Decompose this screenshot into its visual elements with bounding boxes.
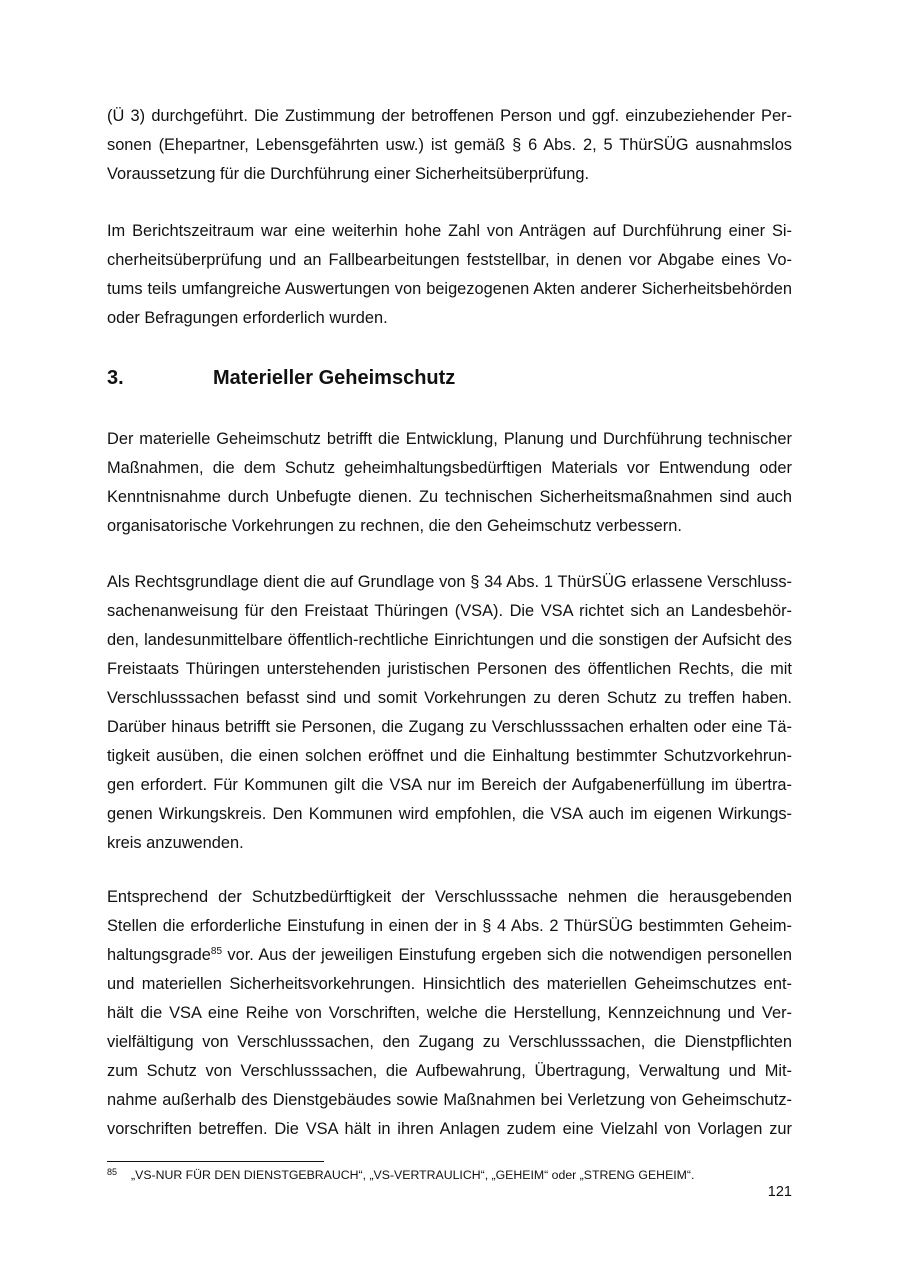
paragraph-2 [107,217,792,333]
text-line: zum Schutz von Verschlusssachen, die Aufbewahrung, Übertragung, Verwaltung und Mit- [107,1062,792,1080]
text-line: Maßnahmen, die dem Schutz geheimhaltungsbedürftigen Materials vor Entwendung oder [107,459,792,477]
text-line: Voraussetzung für die Durchführung einer Sicherheitsüberprüfung. [107,165,589,183]
footnote [107,1166,694,1184]
text-line: kreis anzuwenden. [107,834,244,852]
section-number: 3. [107,367,124,389]
text-line: und materiellen Sicherheitsvorkehrungen. Hinsichtlich des materiellen Geheimschutzes ent- [107,975,792,993]
paragraph-5 [107,883,792,1144]
text-fragment: haltungsgrade [107,946,211,964]
text-line: sonen (Ehepartner, Lebensgefährten usw.) ist gemäß § 6 Abs. 2, 5 ThürSÜG ausnahmslos [107,136,792,154]
text-line: vorschriften betreffen. Die VSA hält in ihren Anlagen zudem eine Vielzahl von Vorlagen zur [107,1120,792,1138]
text-line: den, landesunmittelbare öffentlich-rechtliche Einrichtungen und die sonstigen der Aufsicht des [107,631,792,649]
paragraph-3 [107,425,792,541]
text-line: Der materielle Geheimschutz betrifft die Entwicklung, Planung und Durchführung technischer [107,430,792,448]
text-line: oder Befragungen erforderlich wurden. [107,309,388,327]
text-line: organisatorische Vorkehrungen zu rechnen, die den Geheimschutz verbessern. [107,517,682,535]
footnote-reference[interactable]: 85 [210,946,223,957]
text-line: Freistaats Thüringen unterstehenden juristischen Personen des öffentlichen Rechts, die mit [107,660,792,678]
text-line: Verschlusssachen befasst sind und somit Vorkehrungen zu deren Schutz zu treffen haben. [107,689,792,707]
footnote-mark: 85 [107,1167,118,1177]
text-line: vielfältigung von Verschlusssachen, den Zugang zu Verschlusssachen, die Dienstpflichten [107,1033,792,1051]
text-line: (Ü 3) durchgeführt. Die Zustimmung der betroffenen Person und ggf. einzubeziehender Per- [107,107,792,125]
text-line-with-footnote [107,941,792,970]
text-line: Im Berichtszeitraum war eine weiterhin hohe Zahl von Anträgen auf Durchführung einer Si- [107,222,792,240]
text-line: nahme außerhalb des Dienstgebäudes sowie Maßnahmen bei Verletzung von Geheimschutz- [107,1091,792,1109]
text-line: genen Wirkungskreis. Den Kommunen wird empfohlen, die VSA auch im eigenen Wirkungs- [107,805,792,823]
text-line: tigkeit ausüben, die einen solchen eröffnet und die Einhaltung bestimmter Schutzvorkehrun- [107,747,792,765]
paragraph-1 [107,102,792,189]
text-line: Stellen die erforderliche Einstufung in einen der in § 4 Abs. 2 ThürSÜG bestimmten Geheim- [107,917,792,935]
text-line: hält die VSA eine Reihe von Vorschriften, welche die Herstellung, Kennzeichnung und Ver- [107,1004,792,1022]
text-line: Darüber hinaus betrifft sie Personen, die Zugang zu Verschlusssachen erhalten oder eine Tä- [107,718,792,736]
text-line: Entsprechend der Schutzbedürftigkeit der Verschlusssache nehmen die herausgebenden [107,888,792,906]
footnote-divider [107,1161,324,1162]
text-fragment: vor. Aus der jeweiligen Einstufung ergeben sich die notwendigen personellen [222,946,792,964]
text-line: sachenanweisung für den Freistaat Thüringen (VSA). Die VSA richtet sich an Landesbehör- [107,602,792,620]
text-line: Als Rechtsgrundlage dient die auf Grundlage von § 34 Abs. 1 ThürSÜG erlassene Verschluss- [107,573,792,591]
text-line: gen erfordert. Für Kommunen gilt die VSA nur im Bereich der Aufgabenerfüllung im übertra- [107,776,792,794]
text-line: cherheitsüberprüfung und an Fallbearbeitungen feststellbar, in denen vor Abgabe eines Vo- [107,251,792,269]
text-line: Kenntnisnahme durch Unbefugte dienen. Zu technischen Sicherheitsmaßnahmen sind auch [107,488,792,506]
section-title: Materieller Geheimschutz [213,367,456,389]
paragraph-4 [107,568,792,858]
text-line: tums teils umfangreiche Auswertungen von beigezogenen Akten anderer Sicherheitsbehörden [107,280,792,298]
footnote-text: „VS-NUR FÜR DEN DIENSTGEBRAUCH“, „VS-VERTRAULICH“, „GEHEIM“ oder „STRENG GEHEIM“. [131,1168,695,1182]
page-number: 121 [767,1184,792,1200]
